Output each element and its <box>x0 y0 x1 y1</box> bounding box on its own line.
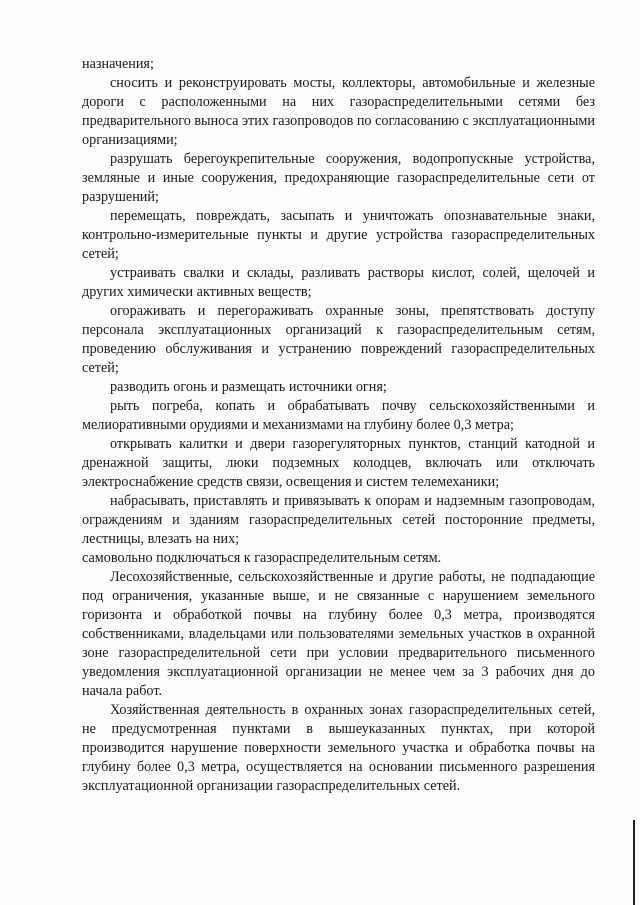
paragraph-forestry-works: Лесохозяйственные, сельскохозяйственные и другие работы, не подпадающие под ограничения, указанные выше, и не связанные с нарушением земельного горизонта и обработкой почвы на глубину более 0,3 метра, производятся собственниками, владельцами или пользователями земельных участков в охранной зоне газораспределительной сети при условии предварительного письменного уведомления эксплуатационной организации не менее чем за 3 рабочих дня до начала работ. <box>82 569 595 699</box>
paragraph-move-signs: перемещать, повреждать, засыпать и уничтожать опознавательные знаки, контрольно-измерительные пункты и другие устройства газораспределительных сетей; <box>82 208 595 262</box>
paragraph-purpose-end: назначения; <box>82 56 154 72</box>
document-body <box>82 55 595 796</box>
paragraph-fire: разводить огонь и размещать источники огня; <box>110 379 387 395</box>
paragraph-economic-activity: Хозяйственная деятельность в охранных зонах газораспределительных сетей, не предусмотренная пунктами в вышеуказанных пунктах, при которой производится нарушение поверхности земельного участка и обработка почвы на глубину более 0,3 метра, осуществляется на основании письменного разрешения эксплуатационной организации газораспределительных сетей. <box>82 702 595 794</box>
paragraph-destroy-structures: разрушать берегоукрепительные сооружения, водопропускные устройства, земляные и иные сооружения, предохраняющие газораспределительные сети от разрушений; <box>82 151 595 205</box>
paragraph-demolish-bridges: сносить и реконструировать мосты, коллекторы, автомобильные и железные дороги с расположенными на них газораспределительными сетями без предварительного выноса этих газопроводов по согласованию с эксплуатационными организациями; <box>82 75 595 148</box>
paragraph-dumps-warehouses: устраивать свалки и склады, разливать растворы кислот, солей, щелочей и других химически активных веществ; <box>82 265 595 300</box>
paragraph-digging: рыть погреба, копать и обрабатывать почву сельскохозяйственными и мелиоративными орудиями и механизмами на глубину более 0,3 метра; <box>82 398 595 433</box>
paragraph-gates-doors: открывать калитки и двери газорегуляторных пунктов, станций катодной и дренажной защиты, люки подземных колодцев, включать или отключать электроснабжение средств связи, освещения и систем телемеханики; <box>82 436 595 490</box>
scan-edge-mark <box>633 820 635 905</box>
paragraph-attach-objects: набрасывать, приставлять и привязывать к опорам и надземным газопроводам, ограждениям и зданиям газораспределительных сетей посторонние предметы, лестницы, влезать на них; <box>82 493 595 547</box>
paragraph-unauthorized-connection: самовольно подключаться к газораспределительным сетям. <box>82 550 442 566</box>
paragraph-fencing: огораживать и перегораживать охранные зоны, препятствовать доступу персонала эксплуатационных организаций к газораспределительным сетям, проведению обслуживания и устранению повреждений газораспределительных сетей; <box>82 303 595 376</box>
